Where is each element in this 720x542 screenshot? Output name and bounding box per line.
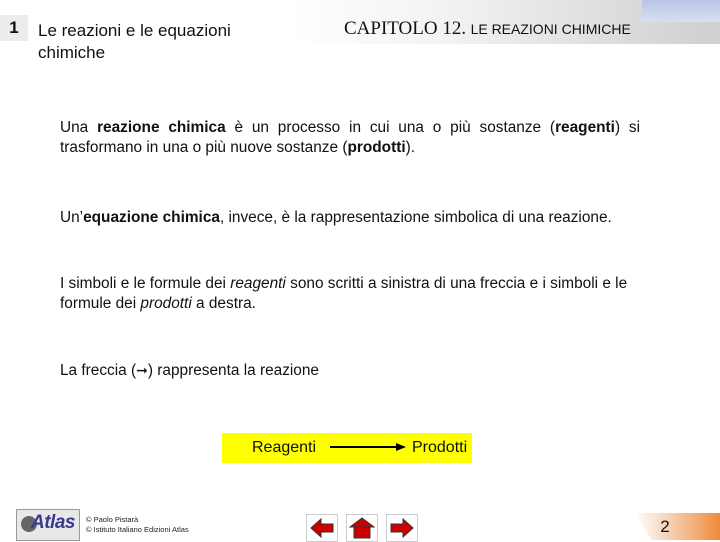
- credit-author: © Paolo Pistarà: [86, 515, 139, 524]
- chapter-prefix: CAPITOLO 12.: [344, 18, 467, 39]
- chapter-name: LE REAZIONI CHIMICHE: [470, 21, 631, 37]
- text: ) si trasformano in una o più nuove sostanze (: [60, 119, 640, 156]
- reaction-box: [222, 433, 472, 463]
- term-reagenti-italic: reagenti: [230, 275, 286, 292]
- text: , invece, è la rappresentazione simbolica di una reazione.: [219, 209, 612, 226]
- next-slide-button[interactable]: [386, 514, 418, 542]
- copyright-credit: [86, 515, 189, 535]
- atlas-logo: [16, 509, 80, 541]
- previous-slide-button[interactable]: [306, 514, 338, 542]
- section-number: 1: [0, 15, 28, 41]
- credit-publisher: © Istituto Italiano Edizioni Atlas: [86, 525, 189, 534]
- term-prodotti: prodotti: [347, 139, 406, 156]
- header-corner-accent: [642, 0, 720, 22]
- page-number: [634, 513, 720, 540]
- arrow-right-icon: [389, 517, 415, 539]
- text: ).: [405, 139, 415, 156]
- home-icon: [349, 517, 375, 539]
- section-title-line1: Le reazioni e le equazioni: [38, 21, 231, 40]
- section-title-line2: chimiche: [38, 43, 106, 62]
- text: sono scritti a sinistra di una freccia e i simboli e le formule dei: [60, 275, 628, 312]
- text: I simboli e le formule dei: [60, 275, 231, 292]
- text: La freccia (: [60, 362, 137, 379]
- logo-text: Atlas: [31, 512, 75, 533]
- term-prodotti-italic: prodotti: [140, 295, 192, 312]
- term-reagenti: reagenti: [555, 119, 615, 136]
- page-number-text: 2: [660, 517, 670, 536]
- chapter-title: [344, 18, 631, 40]
- reaction-arrow-icon: [330, 442, 406, 452]
- section-title: [38, 20, 231, 64]
- term-reazione-chimica: reazione chimica: [97, 119, 226, 136]
- reaction-products: Prodotti: [412, 439, 468, 456]
- symbols-paragraph: [60, 274, 640, 314]
- definition-equation: [60, 208, 640, 228]
- term-equazione-chimica: equazione chimica: [83, 209, 220, 226]
- arrow-symbol-icon: ➞: [136, 362, 148, 378]
- definition-reaction: [60, 118, 640, 158]
- text: Un’: [60, 209, 84, 226]
- text: Una: [60, 119, 98, 136]
- arrow-left-icon: [309, 517, 335, 539]
- home-button[interactable]: [346, 514, 378, 542]
- text: è un processo in cui una o più sostanze (: [225, 119, 556, 136]
- text: ) rappresenta la reazione: [147, 362, 319, 379]
- reaction-reagents: Reagenti: [252, 439, 317, 456]
- text: a destra.: [191, 295, 256, 312]
- arrow-paragraph: [60, 360, 640, 381]
